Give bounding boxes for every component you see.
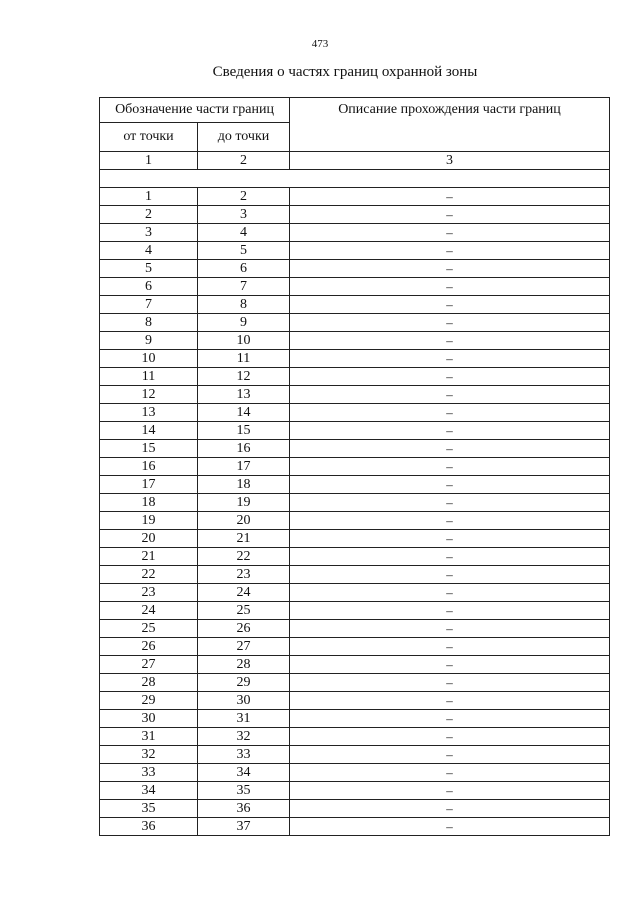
cell-to-point: 32 [198,728,290,746]
cell-to-point: 23 [198,566,290,584]
cell-description: – [290,386,610,404]
table-row [100,566,610,584]
table-row [100,656,610,674]
cell-description: – [290,764,610,782]
column-number-to: 2 [198,152,290,170]
cell-description: – [290,404,610,422]
cell-from-point: 6 [100,278,198,296]
cell-to-point: 35 [198,782,290,800]
cell-description: – [290,728,610,746]
cell-description: – [290,206,610,224]
table-row [100,242,610,260]
cell-from-point: 4 [100,242,198,260]
cell-description: – [290,512,610,530]
cell-to-point: 15 [198,422,290,440]
cell-description: – [290,548,610,566]
cell-description: – [290,818,610,836]
cell-to-point: 30 [198,692,290,710]
table-row [100,224,610,242]
cell-description: – [290,746,610,764]
cell-description: – [290,620,610,638]
cell-to-point: 12 [198,368,290,386]
cell-to-point: 2 [198,188,290,206]
cell-description: – [290,188,610,206]
cell-from-point: 12 [100,386,198,404]
table-row [100,314,610,332]
table-row [100,692,610,710]
cell-description: – [290,296,610,314]
cell-description: – [290,494,610,512]
cell-from-point: 34 [100,782,198,800]
cell-from-point: 3 [100,224,198,242]
cell-to-point: 22 [198,548,290,566]
cell-description: – [290,224,610,242]
header-to-point: до точки [198,123,290,152]
cell-from-point: 1 [100,188,198,206]
cell-to-point: 6 [198,260,290,278]
spacer-row [100,170,610,188]
cell-description: – [290,800,610,818]
cell-description: – [290,440,610,458]
table-row [100,746,610,764]
cell-to-point: 37 [198,818,290,836]
cell-from-point: 36 [100,818,198,836]
cell-description: – [290,638,610,656]
table-row [100,386,610,404]
table-row [100,458,610,476]
document-title: Сведения о частях границ охранной зоны [212,64,478,80]
cell-description: – [290,656,610,674]
cell-to-point: 21 [198,530,290,548]
table-row [100,512,610,530]
cell-to-point: 28 [198,656,290,674]
cell-to-point: 34 [198,764,290,782]
cell-to-point: 19 [198,494,290,512]
table-row [100,332,610,350]
cell-from-point: 25 [100,620,198,638]
header-description: Описание прохождения части границ [290,98,610,152]
cell-to-point: 24 [198,584,290,602]
table-row [100,602,610,620]
cell-to-point: 5 [198,242,290,260]
cell-to-point: 20 [198,512,290,530]
table-row [100,422,610,440]
cell-from-point: 19 [100,512,198,530]
cell-from-point: 29 [100,692,198,710]
cell-from-point: 7 [100,296,198,314]
cell-from-point: 9 [100,332,198,350]
cell-description: – [290,530,610,548]
cell-description: – [290,566,610,584]
table-row [100,260,610,278]
table-row [100,404,610,422]
table-row [100,296,610,314]
cell-from-point: 5 [100,260,198,278]
table-row [100,584,610,602]
cell-to-point: 17 [198,458,290,476]
cell-description: – [290,350,610,368]
table-row [100,206,610,224]
cell-from-point: 2 [100,206,198,224]
page-number: 473 [311,38,329,50]
cell-from-point: 17 [100,476,198,494]
table-row [100,638,610,656]
cell-from-point: 20 [100,530,198,548]
cell-description: – [290,422,610,440]
cell-to-point: 18 [198,476,290,494]
cell-description: – [290,332,610,350]
cell-to-point: 11 [198,350,290,368]
cell-to-point: 16 [198,440,290,458]
cell-from-point: 27 [100,656,198,674]
cell-from-point: 32 [100,746,198,764]
table-body [100,170,610,836]
table-row [100,530,610,548]
cell-description: – [290,278,610,296]
cell-to-point: 4 [198,224,290,242]
cell-from-point: 22 [100,566,198,584]
table-row [100,278,610,296]
cell-to-point: 10 [198,332,290,350]
cell-description: – [290,692,610,710]
cell-description: – [290,674,610,692]
column-number-desc: 3 [290,152,610,170]
table-row [100,728,610,746]
table-row [100,440,610,458]
cell-to-point: 13 [198,386,290,404]
cell-to-point: 26 [198,620,290,638]
cell-from-point: 14 [100,422,198,440]
header-boundary-designation: Обозначение части границ [100,98,290,123]
cell-to-point: 29 [198,674,290,692]
cell-to-point: 3 [198,206,290,224]
table-row [100,710,610,728]
cell-to-point: 33 [198,746,290,764]
table-row [100,476,610,494]
cell-description: – [290,782,610,800]
cell-from-point: 26 [100,638,198,656]
table-row [100,764,610,782]
cell-from-point: 16 [100,458,198,476]
cell-description: – [290,710,610,728]
cell-from-point: 15 [100,440,198,458]
cell-from-point: 28 [100,674,198,692]
cell-from-point: 10 [100,350,198,368]
cell-to-point: 8 [198,296,290,314]
table-row [100,188,610,206]
cell-from-point: 23 [100,584,198,602]
cell-from-point: 8 [100,314,198,332]
cell-from-point: 11 [100,368,198,386]
cell-description: – [290,260,610,278]
cell-from-point: 21 [100,548,198,566]
boundary-parts-table [99,97,610,836]
table-row [100,494,610,512]
table-row [100,548,610,566]
cell-to-point: 27 [198,638,290,656]
table-row [100,818,610,836]
cell-description: – [290,476,610,494]
header-from-point: от точки [100,123,198,152]
spacer-cell [100,170,610,188]
cell-from-point: 31 [100,728,198,746]
table-row [100,674,610,692]
cell-description: – [290,368,610,386]
cell-to-point: 25 [198,602,290,620]
cell-description: – [290,458,610,476]
cell-from-point: 33 [100,764,198,782]
column-number-from: 1 [100,152,198,170]
cell-from-point: 24 [100,602,198,620]
table-row [100,620,610,638]
cell-to-point: 14 [198,404,290,422]
cell-from-point: 35 [100,800,198,818]
cell-description: – [290,602,610,620]
table-row [100,350,610,368]
cell-from-point: 18 [100,494,198,512]
cell-to-point: 31 [198,710,290,728]
cell-from-point: 13 [100,404,198,422]
table-row [100,368,610,386]
cell-description: – [290,314,610,332]
cell-to-point: 7 [198,278,290,296]
table-row [100,782,610,800]
cell-description: – [290,584,610,602]
table-row [100,800,610,818]
cell-from-point: 30 [100,710,198,728]
cell-description: – [290,242,610,260]
cell-to-point: 36 [198,800,290,818]
cell-to-point: 9 [198,314,290,332]
